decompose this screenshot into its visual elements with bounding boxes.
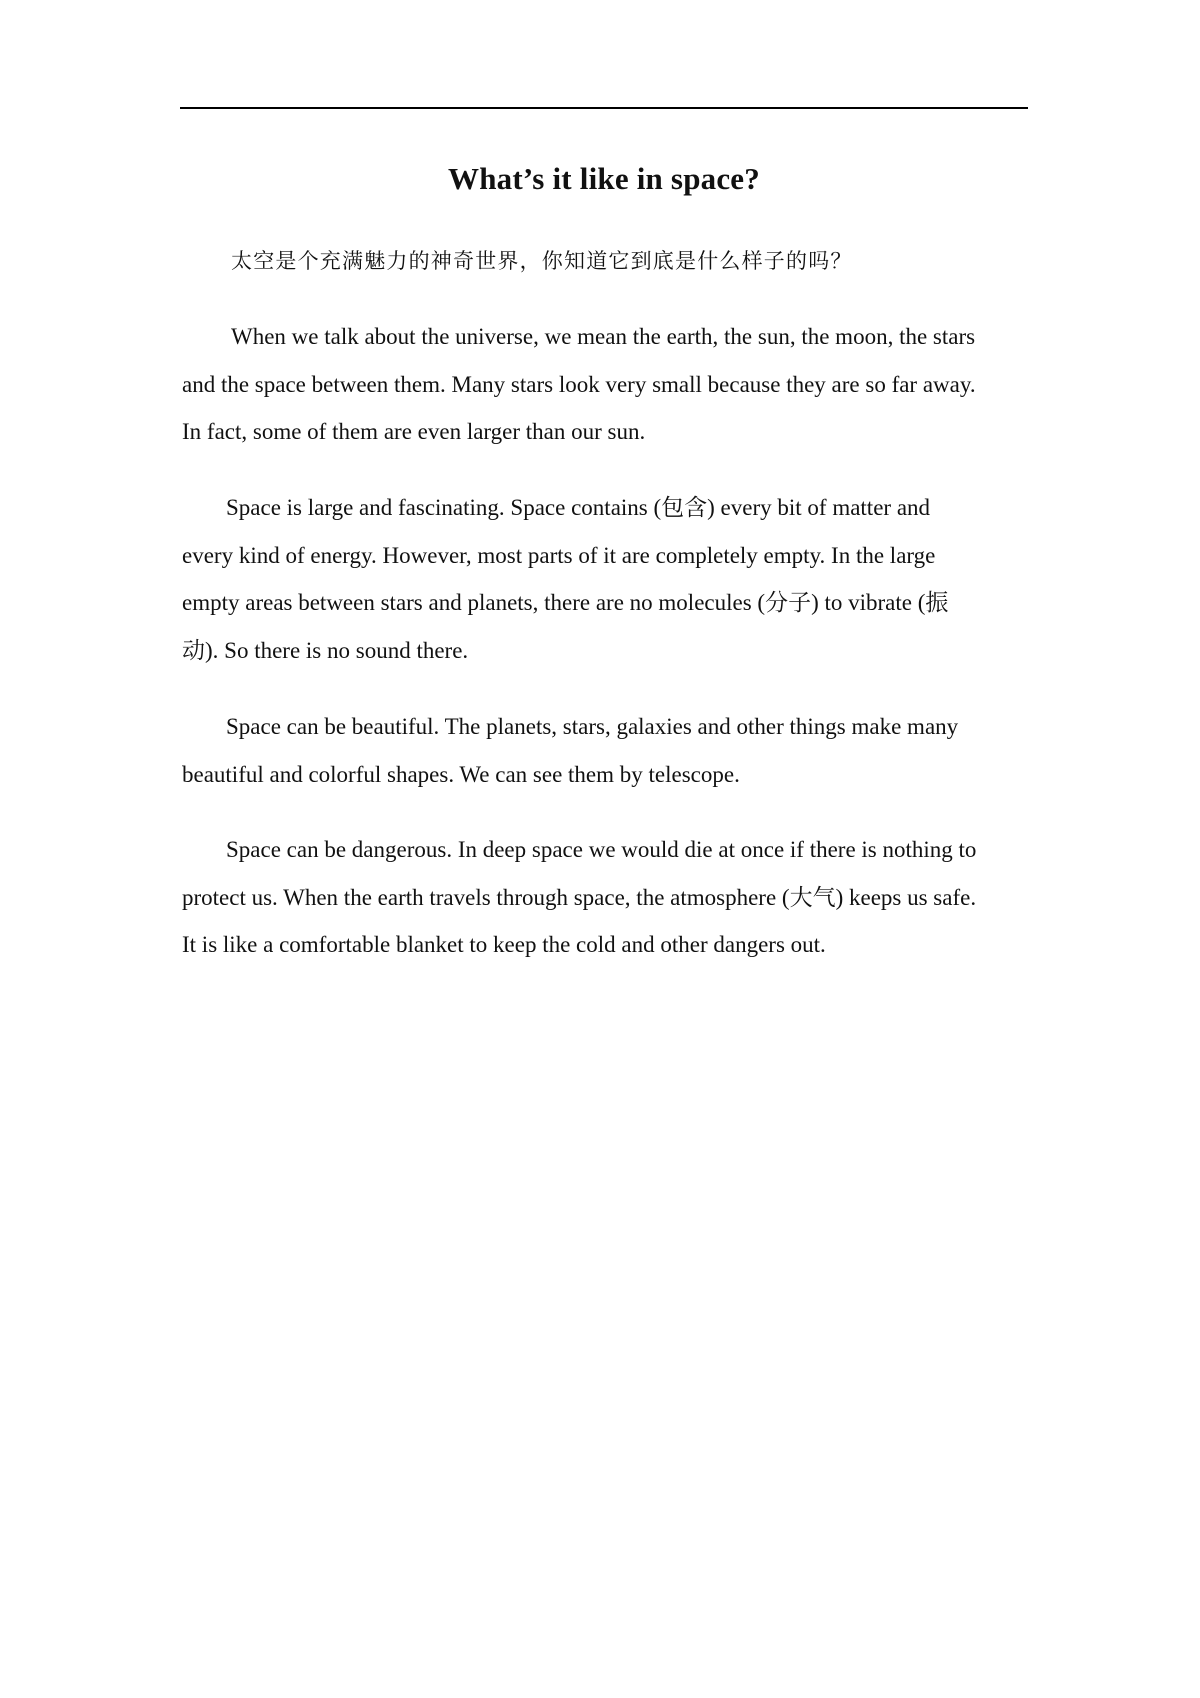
page-title: What’s it like in space? (448, 161, 760, 196)
header-rule (180, 107, 1028, 109)
paragraph-large-fascinating (182, 484, 1032, 674)
paragraph-beautiful (182, 703, 1032, 798)
paragraph-line: beautiful and colorful shapes. We can see them by telescope. (182, 761, 740, 787)
paragraph-line: 动). So there is no sound there. (182, 637, 469, 663)
paragraph-line: It is like a comfortable blanket to keep the cold and other dangers out. (182, 932, 826, 957)
paragraph-line: Space can be beautiful. The planets, stars, galaxies and other things make many (226, 714, 959, 739)
paragraph-line: and the space between them. Many stars look very small because they are so far away. (182, 371, 976, 397)
paragraph-line: Space can be dangerous. In deep space we would die at once if there is nothing to (226, 837, 977, 862)
paragraph-line: empty areas between stars and planets, there are no molecules (分子) to vibrate (振 (182, 590, 949, 615)
paragraph-dangerous (182, 826, 1032, 969)
paragraph-line: In fact, some of them are even larger than our sun. (182, 419, 646, 444)
paragraph-line: Space is large and fascinating. Space contains (包含) every bit of matter and (226, 495, 931, 520)
paragraph-line: When we talk about the universe, we mean the earth, the sun, the moon, the stars (231, 324, 976, 349)
paragraph-universe (182, 313, 1032, 456)
paragraph-line: every kind of energy. However, most parts of it are completely empty. In the large (182, 542, 936, 568)
paragraph-line: protect us. When the earth travels through space, the atmosphere (大气) keeps us safe. (182, 884, 977, 910)
intro-chinese-text: 太空是个充满魅力的神奇世界，你知道它到底是什么样子的吗？ (231, 249, 853, 273)
